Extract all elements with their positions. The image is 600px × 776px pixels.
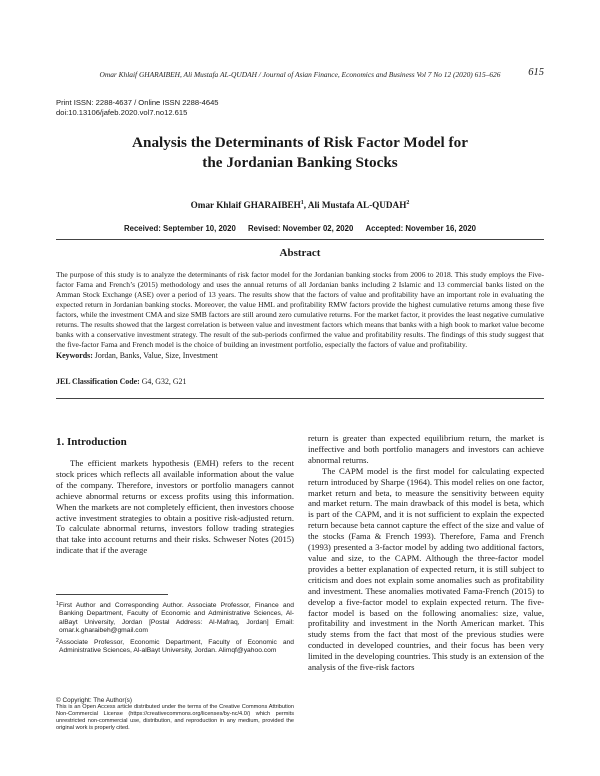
page-number: 615 xyxy=(528,67,544,78)
doi-line[interactable]: doi:10.13106/jafeb.2020.vol7.no12.615 xyxy=(56,108,188,118)
author-line xyxy=(60,200,540,210)
intro-paragraph-1: The efficient markets hypothesis (EMH) refers to the recent stock prices which reflects all available information about the value of the company. Therefore, investors or portfolio managers cannot achieve abnormal returns or excess profits using this information. When the markets are not completely efficient, then investors choose active investment strategies to obtain a positive risk-adjusted return. To calculate abnormal returns, investors follow trading strategies that take into account returns and their risks. Schweser Notes (2015) indicate that if the average xyxy=(56,458,294,556)
title-line-2: the Jordanian Banking Stocks xyxy=(202,153,398,171)
dates-line xyxy=(60,224,540,233)
footnote-2 xyxy=(56,639,294,656)
jel-text: G4, G32, G21 xyxy=(141,377,187,386)
author-2: Ali Mustafa AL-QUDAH xyxy=(307,200,407,211)
left-column xyxy=(56,436,294,556)
footnote-separator xyxy=(56,594,168,595)
author-separator: , xyxy=(303,200,308,211)
author-2-affiliation-mark: 2 xyxy=(406,200,410,206)
accepted-date: Accepted: November 16, 2020 xyxy=(365,224,476,233)
keywords-label: Keywords: xyxy=(56,351,95,360)
paper-title xyxy=(60,133,540,172)
footnote-2-mark: 2 xyxy=(56,638,59,644)
intro-paragraph-2: The CAPM model is the first model for calculating expected return introduced by Sharpe (1964). This model relies on one factor, market return and beta, to measure the sensitivity between equity and market return. The main drawback of this model is beta, which is part of the CAPM, and it is not sufficient to explain the expected return because beta cannot capture the effect of the size and value of the stocks (Fama & French 1993). Therefore, Fama and French (1993) presented a 3-factor model by adding two additional factors, value and size, to the CAPM. Although the three-factor model provides a better explanation of expected return, it is still subject to criticism and does not explain some anomalies such as profitability and investment. These anomalies motivated Fama-French (2015) to develop a five-factor model to explain expected return. The five-factor model is based on the following anomalies: size, value, profitability and investment in the North American market. This study stems from the fact that most of the previous studies were conducted in developed countries, and their focus has been very limited in the developing countries. This study is an extension of the analysis of the five-risk factors xyxy=(308,465,544,673)
abstract-heading: Abstract xyxy=(279,247,321,259)
rule-above-abstract xyxy=(56,239,544,240)
jel-line xyxy=(56,377,544,386)
title-line-1: Analysis the Determinants of Risk Factor Model for xyxy=(132,134,468,151)
footnote-1-mark: 1 xyxy=(56,601,59,607)
copyright-block xyxy=(56,697,294,732)
abstract-text: The purpose of this study is to analyze the determinants of risk factor model for the Jordanian banking stocks from 2006 to 2018. This study employs the Five-factor Fama and French’s (2015) methodology and uses the annual returns of all Jordanian banks including 2 Islamic and 13 commercial banks listed on the Amman Stock Exchange (ASE) over a period of 13 years. The results show that the factors of value and profitability have an important role in evaluating the expected return in Jordanian banking stocks. Moreover, the value HML and profitability RMW factors provide the highest cumulative returns among these five factors, while the investment CMA and size SMB factors are still around zero cumulative returns. For the market factor, it provides the least negative cumulative returns. The results showed that the largest correlation is between value and investment factors which means that banks with a high book to market value become banks with a conservative investment strategy. The result of the sub-periods confirmed the value and profitability results. The findings of this study suggest that the five-factor Fama and French model is the choice of building an investment portfolio, especially the factors of value and profitability. xyxy=(56,270,544,349)
author-1: Omar Khlaif GHARAIBEH xyxy=(190,200,301,211)
running-header: Omar Khlaif GHARAIBEH, Ali Mustafa AL-QUDAH / Journal of Asian Finance, Economics and Business Vol 7 No 12 (2020) 615–626 xyxy=(99,70,501,79)
revised-date: Revised: November 02, 2020 xyxy=(247,224,354,233)
keywords-text: Jordan, Banks, Value, Size, Investment xyxy=(94,351,218,360)
footnote-1-text: First Author and Corresponding Author. Associate Professor, Finance and Banking Department, Faculty of Economic and Administrative Sciences, Al-alBayt University, Jordan [Postal Address: Al-Mafraq, Jordan] Email: omar.k.gharaibeh@gmail.com xyxy=(59,602,294,635)
issn-line: Print ISSN: 2288-4637 / Online ISSN 2288-4645 xyxy=(56,98,219,107)
footnote-2-text: Associate Professor, Economic Department, Faculty of Economic and Administrative Sciences, Al-alBayt University, Jordan. Alimqf@yahoo.com xyxy=(59,639,294,655)
footnote-1 xyxy=(56,602,294,636)
intro-continuation: return is greater than expected equilibrium return, the market is ineffective and both portfolio managers and investors can achieve abnormal returns. xyxy=(308,433,544,465)
introduction-heading: 1. Introduction xyxy=(56,436,127,448)
jel-label: JEL Classification Code: xyxy=(56,377,142,386)
rule-below-jel xyxy=(56,398,544,399)
author-1-affiliation-mark: 1 xyxy=(300,200,304,206)
received-date: Received: September 10, 2020 xyxy=(123,224,236,233)
license-text: This is an Open Access article distributed under the terms of the Creative Commons Attribution Non-Commercial License (https://creativecommons.org/licenses/by-nc/4.0/) which permits unrestricted non-commercial use, distribution, and reproduction in any medium, provided the original work is properly cited. xyxy=(56,704,294,731)
keywords-line xyxy=(56,351,544,360)
issn-block xyxy=(56,98,219,119)
right-column xyxy=(308,433,544,673)
copyright-line: © Copyright: The Author(s) xyxy=(56,697,132,704)
